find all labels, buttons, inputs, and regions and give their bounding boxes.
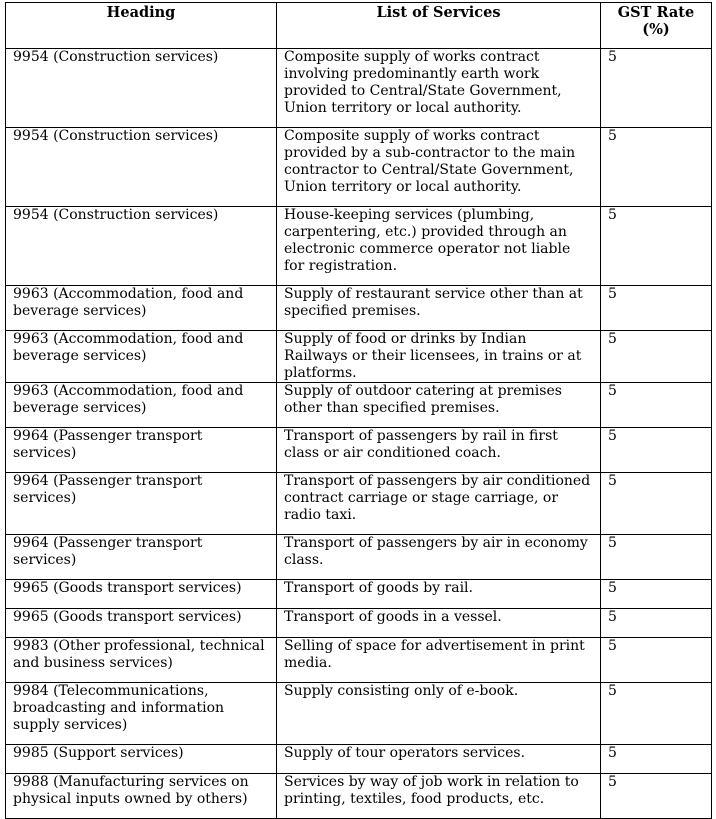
cell-gst-rate: 5	[601, 745, 712, 774]
header-list-of-services: List of Services	[277, 3, 601, 49]
cell-gst-rate: 5	[601, 638, 712, 683]
cell-gst-rate: 5	[601, 383, 712, 428]
cell-gst-rate: 5	[601, 609, 712, 638]
table-row	[6, 331, 712, 383]
cell-gst-rate: 5	[601, 331, 712, 383]
table-row	[6, 428, 712, 473]
table-row	[6, 683, 712, 745]
gst-rate-table	[5, 2, 712, 819]
cell-service: Composite supply of works contract involving predominantly earth work provided to Central/State Government, Union territory or local authority.	[277, 49, 601, 128]
cell-service: Transport of passengers by air in economy class.	[277, 535, 601, 580]
cell-service: House-keeping services (plumbing, carpentering, etc.) provided through an electronic commerce operator not liable for registration.	[277, 207, 601, 286]
cell-service: Composite supply of works contract provided by a sub-contractor to the main contractor to Central/State Government, Union territory or local authority.	[277, 128, 601, 207]
cell-heading: 9964 (Passenger transport services)	[6, 473, 277, 535]
table-row	[6, 473, 712, 535]
header-heading: Heading	[6, 3, 277, 49]
cell-service: Transport of goods by rail.	[277, 580, 601, 609]
cell-heading: 9954 (Construction services)	[6, 207, 277, 286]
cell-gst-rate: 5	[601, 535, 712, 580]
header-row	[6, 3, 712, 49]
cell-heading: 9984 (Telecommunications, broadcasting and information supply services)	[6, 683, 277, 745]
cell-service: Supply of outdoor catering at premises other than specified premises.	[277, 383, 601, 428]
table-row	[6, 49, 712, 128]
cell-heading: 9983 (Other professional, technical and business services)	[6, 638, 277, 683]
table-body	[6, 49, 712, 819]
table-row	[6, 609, 712, 638]
table-row	[6, 535, 712, 580]
table-row	[6, 745, 712, 774]
cell-heading: 9965 (Goods transport services)	[6, 609, 277, 638]
cell-heading: 9963 (Accommodation, food and beverage services)	[6, 331, 277, 383]
cell-gst-rate: 5	[601, 473, 712, 535]
cell-gst-rate: 5	[601, 580, 712, 609]
cell-heading: 9954 (Construction services)	[6, 128, 277, 207]
cell-service: Services by way of job work in relation to printing, textiles, food products, etc.	[277, 774, 601, 819]
cell-heading: 9988 (Manufacturing services on physical inputs owned by others)	[6, 774, 277, 819]
table-row	[6, 774, 712, 819]
cell-gst-rate: 5	[601, 428, 712, 473]
cell-gst-rate: 5	[601, 128, 712, 207]
table-row	[6, 580, 712, 609]
cell-service: Transport of passengers by air conditioned contract carriage or stage carriage, or radio taxi.	[277, 473, 601, 535]
table-row	[6, 207, 712, 286]
cell-gst-rate: 5	[601, 683, 712, 745]
cell-heading: 9963 (Accommodation, food and beverage services)	[6, 286, 277, 331]
cell-service: Supply of tour operators services.	[277, 745, 601, 774]
cell-service: Transport of passengers by rail in first class or air conditioned coach.	[277, 428, 601, 473]
table-row	[6, 286, 712, 331]
cell-heading: 9964 (Passenger transport services)	[6, 428, 277, 473]
cell-gst-rate: 5	[601, 207, 712, 286]
cell-heading: 9985 (Support services)	[6, 745, 277, 774]
cell-gst-rate: 5	[601, 774, 712, 819]
cell-service: Supply consisting only of e-book.	[277, 683, 601, 745]
cell-gst-rate: 5	[601, 49, 712, 128]
cell-heading: 9963 (Accommodation, food and beverage services)	[6, 383, 277, 428]
table-row	[6, 638, 712, 683]
cell-heading: 9964 (Passenger transport services)	[6, 535, 277, 580]
cell-gst-rate: 5	[601, 286, 712, 331]
cell-service: Supply of food or drinks by Indian Railways or their licensees, in trains or at platforms.	[277, 331, 601, 383]
table-row	[6, 128, 712, 207]
cell-service: Transport of goods in a vessel.	[277, 609, 601, 638]
cell-heading: 9954 (Construction services)	[6, 49, 277, 128]
header-gst-rate: GST Rate (%)	[601, 3, 712, 49]
cell-heading: 9965 (Goods transport services)	[6, 580, 277, 609]
cell-service: Selling of space for advertisement in print media.	[277, 638, 601, 683]
cell-service: Supply of restaurant service other than at specified premises.	[277, 286, 601, 331]
table-row	[6, 383, 712, 428]
